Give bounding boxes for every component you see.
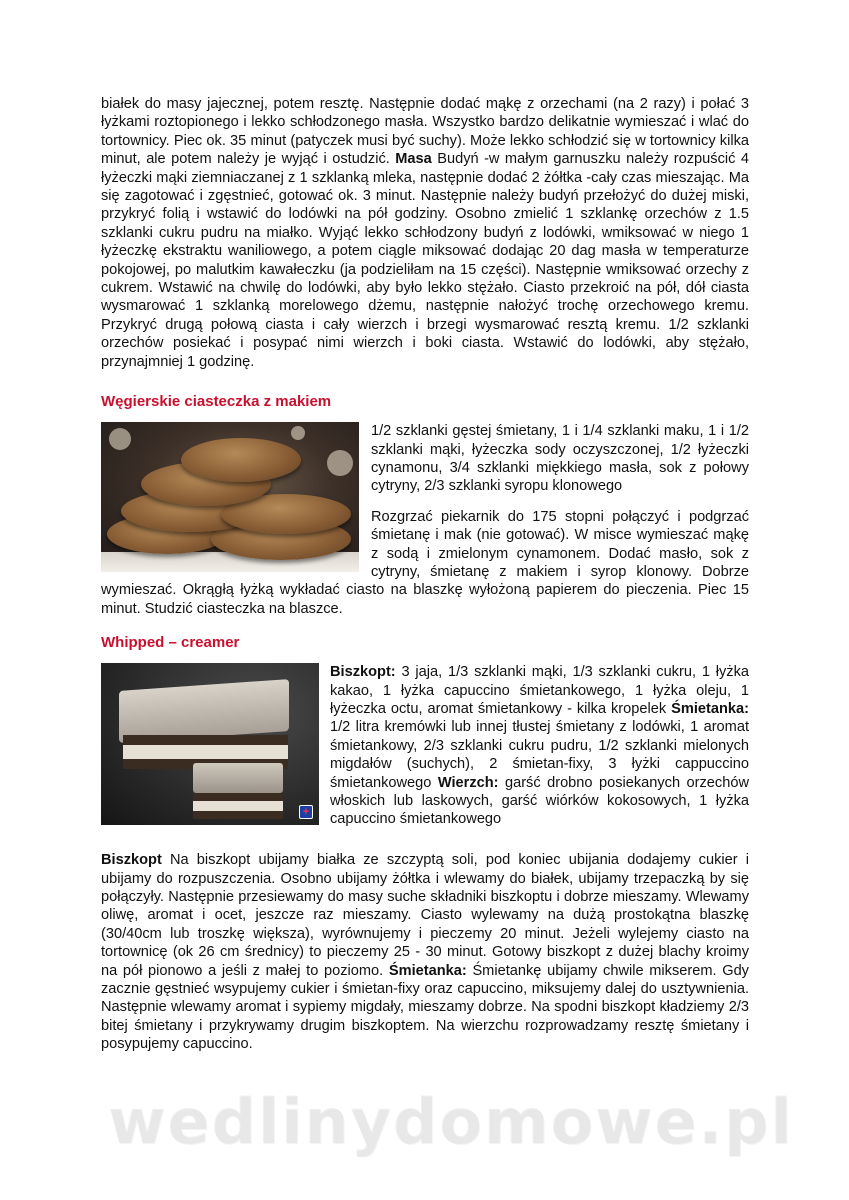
- intro-text: białek do masy jajecznej, potem resztę. Następnie dodać mąkę z orzechami (na 2 razy) i połać 3 łyżkami roztopionego i lekko schłodzonego masła. Wszystko bardzo delikatnie wymieszać i wlać do tortownicy. Piec ok. 35 minut (patyczek musi być suchy). Może lekko schłodzić się w tortownicy kilka minut, ale potem należy je wyjąć i ostudzić.: [101, 96, 749, 168]
- wierzch-label: Wierzch:: [437, 774, 499, 791]
- intro-paragraph: [101, 95, 749, 371]
- smietanka-text: 1/2 litra kremówki lub innej tłustej śmietany z lodówki, 1 aromat śmietankowy, 2/3 szklanki cukru pudru, 1/2 szklanki mielonych migdałów (suchych), 2 śmietan-fixy, 3 łyżki cappuccino śmietankowego: [330, 719, 749, 791]
- smietanka-label: Śmietanka:: [671, 700, 749, 717]
- cookies-method: Rozgrzać piekarnik do 175 stopni połączyć i podgrzać śmietanę i mak (nie gotować). W misce wymieszać mąkę z sodą i zmielonym cynamonem. Dodać masło, sok z cytryny, śmietanę z makiem i syrop klonowy. Dobrze wymieszać. Okrągłą łyżką wykładać ciasto na blaszkę wyłożoną papierem do pieczenia. Piec 15 minut. Studzić ciasteczka na blaszce.: [101, 508, 749, 617]
- cookies-ingredients: 1/2 szklanki gęstej śmietany, 1 i 1/4 szklanki maku, 1 i 1/2 szklanki mąki, łyżeczka sody oczyszczonej, 1/2 łyżeczki cynamonu, 3/4 szklanki miękkiego masła, sok z połowy cytryny, 2/3 szklanki syropu klonowego: [371, 423, 749, 495]
- masa-label: Masa: [395, 151, 432, 168]
- cookies-photo: [101, 422, 359, 572]
- biszkopt-text: 3 jaja, 1/3 szklanki mąki, 1/3 szklanki cukru, 1 łyżka kakao, 1 łyżka capuccino śmietankowego, 1 łyżka oleju, 1 łyżeczka octu, aromat śmietankowy - kilka kropelek: [330, 664, 749, 717]
- wierzch-text: garść drobno posiekanych orzechów włoskich lub laskowych, garść wiórków kokosowych, 1 łyżka capuccino śmietankowego: [330, 774, 749, 828]
- masa-text: Budyń -w małym garnuszku należy rozpuścić 4 łyżeczki mąki ziemniaczanej z 1 szklanką mleka, następnie dodać 2 żółtka -cały czas mieszając. Ma się zagotować i zgęstnieć, gotować ok. 3 minut. Następnie należy budyń przełożyć do dużej miski, przykryć folią i wstawić do lodówki na pół godziny. Osobno zmielić 1 szklankę orzechów z 1.5 szklanki cukru pudru na miałko. Wyjąć lekko schłodzony budyń z lodówki, wmiksować w niego 1 łyżeczkę ekstraktu waniliowego, a potem ciągle miksować dodając 20 dag masła w temperaturze pokojowej, po malutkim kawałeczku (ja podzieliłam na 15 części). Następnie wmiksować orzechy z cukrem. Wstawić na chwilę do lodówki, aby było lekko stężało. Ciasto przekroić na pół, dół ciasta wysmarować 1 szklanką morelowego dżemu, następnie nałożyć trochę orzechowego kremu. Przykryć drugą połową ciasta i cały wierzch i brzegi wysmarować resztą kremu. 1/2 szklanki orzechów posiekać i posypać nimi wierzch i boki ciasta. Wstawić do lodówki, aby stężało, przynajmniej 1 godzinę.: [101, 151, 749, 370]
- watermark: wedlinydomowe.pl: [108, 1085, 794, 1158]
- method-biszkopt-text: Na biszkopt ubijamy białka ze szczyptą soli, pod koniec ubijania dodajemy cukier i ubijamy do rozpuszczenia. Osobno ubijamy żółtka i wlewamy do białek, ubijamy trzepaczką by się połączyły. Następnie przesiewamy do masy suche składniki biszkoptu i dobrze mieszamy. Wlewamy oliwę, aromat i ocet, jeszcze raz mieszamy. Ciasto wylewamy na dużą prostokątna blaszkę (30/40cm lub troszkę większa), wyrównujemy i pieczemy 20 minut. Jeżeli wylejemy ciasto na tortownicę (ok 26 cm średnicy) to pieczemy 25 - 30 minut. Gotowy biszkopt z dużej blachy kroimy na pół pionowo a jeśli z małej to poziomo.: [101, 852, 749, 979]
- whipped-heading: Whipped – creamer: [101, 634, 240, 652]
- cookies-section: [101, 422, 749, 618]
- method-smietanka-label: Śmietanka:: [388, 962, 467, 979]
- method-biszkopt-label: Biszkopt: [101, 852, 162, 869]
- whipped-method: [101, 851, 749, 1053]
- document-page: [101, 95, 749, 1054]
- method-smietanka-text: Śmietankę ubijamy chwile mikserem. Gdy zacznie gęstnieć wsypujemy cukier i śmietan-fixy oraz capuccino, miksujemy dalej do usztywnienia. Następnie wlewamy aromat i sypiemy migdały, mieszamy dobrze. Na spodni biszkopt kładziemy 2/3 bitej śmietany i przykrywamy drugim biszkoptem. Na wierzchu rozprowadzamy resztę śmietany i posypujemy capuccino.: [101, 962, 749, 1053]
- cake-photo: [101, 663, 319, 825]
- cookies-heading: Węgierskie ciasteczka z makiem: [101, 393, 332, 411]
- biszkopt-label: Biszkopt:: [330, 664, 396, 681]
- magnify-icon[interactable]: +: [299, 805, 313, 819]
- whipped-section: [101, 663, 749, 829]
